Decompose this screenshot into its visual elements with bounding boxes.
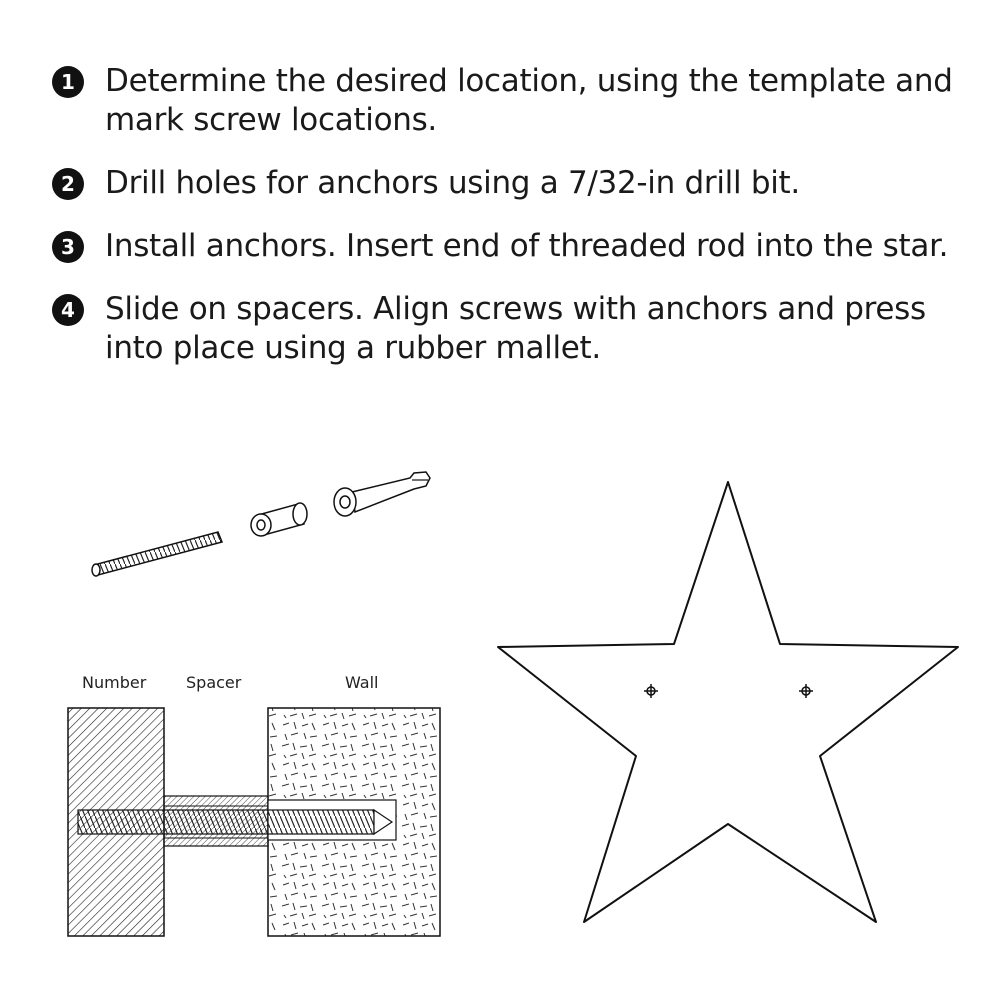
cross-section-diagram: [68, 708, 440, 936]
label-wall: Wall: [345, 673, 379, 692]
threaded-rod-section: [78, 810, 374, 834]
step-number-badge: 1: [52, 66, 84, 98]
spacer-illustration: [251, 503, 307, 536]
step-text: Determine the desired location, using the template and mark screw locations.: [105, 63, 953, 138]
step-text: Slide on spacers. Align screws with anchors and press into place using a rubber mallet.: [105, 291, 926, 366]
step-text: Drill holes for anchors using a 7/32-in drill bit.: [105, 165, 800, 201]
step-number-badge: 3: [52, 231, 84, 263]
label-number: Number: [82, 673, 147, 692]
star-template: [498, 482, 958, 922]
threaded-rod-illustration: [92, 532, 222, 576]
label-spacer: Spacer: [186, 673, 242, 692]
anchor-illustration: [334, 472, 430, 516]
step-number-badge: 4: [52, 294, 84, 326]
step-number-badge: 2: [52, 168, 84, 200]
step-text: Install anchors. Insert end of threaded rod into the star.: [105, 228, 949, 264]
